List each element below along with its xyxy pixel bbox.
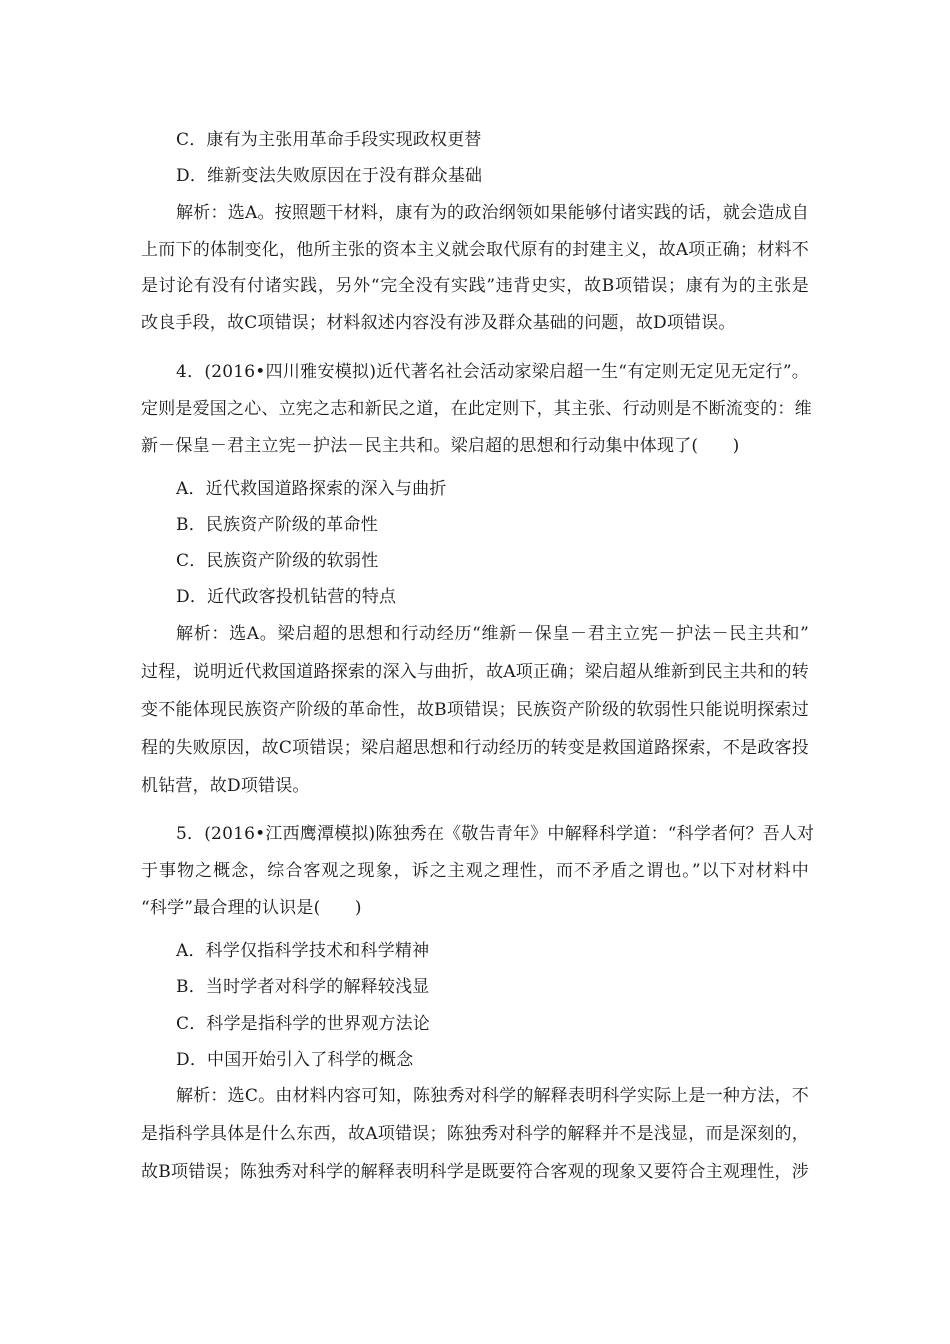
q4-option-d: D．近代政客投机钻营的特点	[176, 587, 397, 607]
q4-option-b: B．民族资产阶级的革命性	[176, 515, 378, 535]
q4-analysis-line: 机钻营，故D项错误。	[141, 776, 310, 796]
q5-stem-line: 5．(2016•江西鹰潭模拟)陈独秀在《敬告青年》中解释科学道：“科学者何？吾人对	[176, 824, 815, 844]
q3-option-d: D．维新变法失败原因在于没有群众基础	[176, 166, 483, 186]
q3-analysis-line: 解析：选A。按照题干材料，康有为的政治纲领如果能够付诸实践的话，就会造成自	[176, 203, 809, 223]
q4-stem-line: 定则是爱国之心、立宪之志和新民之道，在此定则下，其主张、行动则是不断流变的：维	[141, 399, 812, 419]
q5-stem-line: “科学”最合理的认识是( )	[141, 898, 362, 918]
q5-option-b: B．当时学者对科学的解释较浅显	[176, 977, 430, 997]
q4-analysis-line: 程的失败原因，故C项错误；梁启超思想和行动经历的转变是救国道路探索，不是政客投	[141, 738, 809, 758]
q5-option-a: A．科学仅指科学技术和科学精神	[176, 941, 430, 961]
q5-analysis-line: 解析：选C。由材料内容可知，陈独秀对科学的解释表明科学实际上是一种方法，不	[176, 1086, 809, 1106]
q5-analysis-line: 故B项错误；陈独秀对科学的解释表明科学是既要符合客观的现象又要符合主观理性，涉	[141, 1162, 809, 1182]
q4-option-a: A．近代救国道路探索的深入与曲折	[176, 479, 447, 499]
q5-analysis-line: 是指科学具体是什么东西，故A项错误；陈独秀对科学的解释并不是浅显，而是深刻的，	[141, 1124, 809, 1144]
q3-analysis-line: 是讨论有没有付诸实践，另外“完全没有实践”违背史实，故B项错误；康有为的主张是	[141, 276, 809, 296]
q4-stem-line: 4．(2016•四川雅安模拟)近代著名社会活动家梁启超一生“有定则无定见无定行”。	[176, 362, 809, 382]
q4-analysis-line: 解析：选A。梁启超的思想和行动经历“维新－保皇－君主立宪－护法－民主共和”	[176, 624, 809, 644]
q3-analysis-line: 上而下的体制变化，他所主张的资本主义就会取代原有的封建主义，故A项正确；材料不	[141, 240, 809, 260]
q4-analysis-line: 变不能体现民族资产阶级的革命性，故B项错误；民族资产阶级的软弱性只能说明探索过	[141, 700, 809, 720]
q5-option-d: D．中国开始引入了科学的概念	[176, 1050, 414, 1070]
q4-stem-line: 新－保皇－君主立宪－护法－民主共和。梁启超的思想和行动集中体现了( )	[141, 436, 740, 456]
q3-analysis-line: 改良手段，故C项错误；材料叙述内容没有涉及群众基础的问题，故D项错误。	[141, 313, 736, 333]
q3-option-c: C．康有为主张用革命手段实现政权更替	[176, 130, 482, 150]
q5-stem-line: 于事物之概念，综合客观之现象，诉之主观之理性，而不矛盾之谓也。”以下对材料中	[141, 861, 809, 881]
q5-option-c: C．科学是指科学的世界观方法论	[176, 1014, 431, 1034]
q4-analysis-line: 过程，说明近代救国道路探索的深入与曲折，故A项正确；梁启超从维新到民主共和的转	[141, 662, 809, 682]
q4-option-c: C．民族资产阶级的软弱性	[176, 551, 379, 571]
